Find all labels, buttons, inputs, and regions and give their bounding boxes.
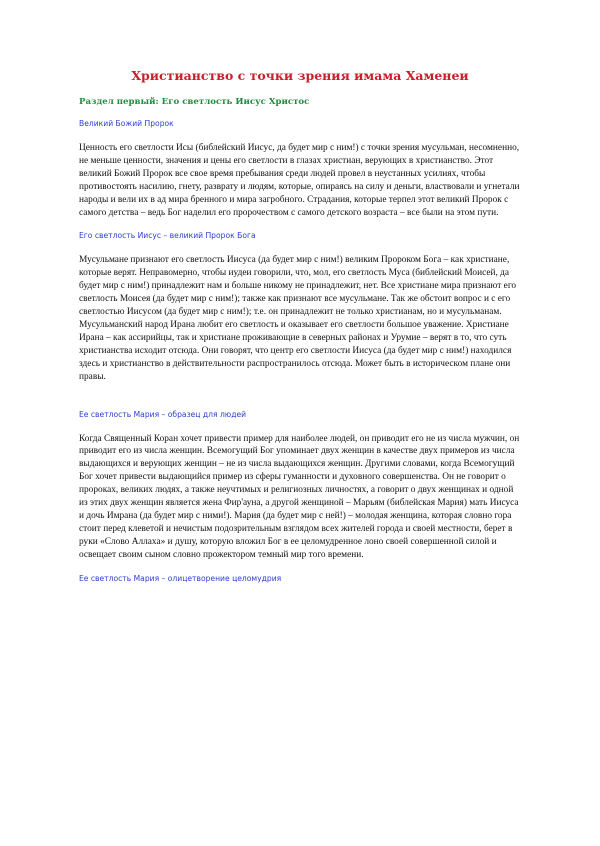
- paragraph-mary-example: Когда Священный Коран хочет привести пример для наиболее людей, он приводит его не из числа мужчин, он приводит его из числа женщин. Всемогущий Бог упоминает двух женщин в качестве двух примеров из числа выдающихся и верующих женщин – не из числа выдающихся женщин. Другими словами, когда Всемогущий Бог хочет привести выдающийся пример из сферы гуманности и духовного совершенства. Он не говорит о пророках, великих людях, а также неучтимых и религиозных личностях, а говорит о двух женщинах и одной из этих двух женщин является жена Фир'ауна, а другой женщиной – Марьям (библейская Мария) мать Иисуса и дочь Имрана (да будет мир с ними!). Мария (да будет мир с ней!) – молодая женщина, которая словно гора стоит перед клеветой и нечистым подозрительным взглядом всех жителей города и своей местности, берет в руки «Слово Аллаха» и душу, которую вложил Бог в ее целомудренное лоно своей совершенной силой и освещает своим сыном словно прожектором темный мир того времени.: [79, 433, 520, 560]
- paragraph-great-prophet: Ценность его светлости Исы (библейский Иисус, да будет мир с ним!) с точки зрения мусульман, несомненно, не меньше ценности, значения и цены его светлости в глазах христиан, верующих в христианство. Этот великий Божий Пророк все свое время пребывания среди людей провел в неустанных усилиях, чтобы противостоять насилию, гнету, разврату и людям, которые, опираясь на силу и деньги, властвовали и угнетали народы и вели их в ад мира бренного и мира загробного. Страдания, которые терпел этот великий Пророк с самого детства – ведь Бог наделил его пророчеством с самого детского возраста – все были на этом пути.: [79, 143, 520, 218]
- section-heading: Раздел первый: Его светлость Иисус Христос: [79, 97, 310, 107]
- subsection-heading-mary-chastity: Ее светлость Мария – олицетворение целомудрия: [79, 573, 282, 583]
- subsection-heading-great-prophet: Великий Божий Пророк: [79, 119, 174, 128]
- document-title: Христианство с точки зрения имама Хаменеи: [131, 68, 469, 83]
- subsection-heading-mary-example: Ее светлость Мария – образец для людей: [79, 409, 247, 419]
- paragraph-jesus-prophet: Мусульмане признают его светлость Иисуса (да будет мир с ним!) великим Пророком Бога – как христиане, которые верят. Неправомерно, чтобы иудеи говорили, что, мол, его светлость Муса (библейский Моисей, да будет мир с ним!) принадлежит нам и больше никому не принадлежит, нет. Все христиане мира признают его светлость Моисея (да будет мир с ним!); также как признают все мусульмане. Так же обстоит вопрос и с его светлостью Иисусом (да будет мир с ним!); т.е. он принадлежит не только христианам, но и мусульманам. Мусульманский народ Ирана любит его светлость и оказывает его светлости большое уважение. Христиане Ирана – как ассирийцы, так и христиане проживающие в северных районах и Урумие – верят в то, что суть христианства исходит отсюда. Они говорят, что центр его светлости Иисуса (да будет мир с ним!) находился здесь и христианство в действительности распространилось отсюда. Может быть в историческом плане они правы.: [79, 255, 517, 382]
- subsection-heading-jesus-prophet: Его светлость Иисус – великий Пророк Бога: [79, 231, 256, 241]
